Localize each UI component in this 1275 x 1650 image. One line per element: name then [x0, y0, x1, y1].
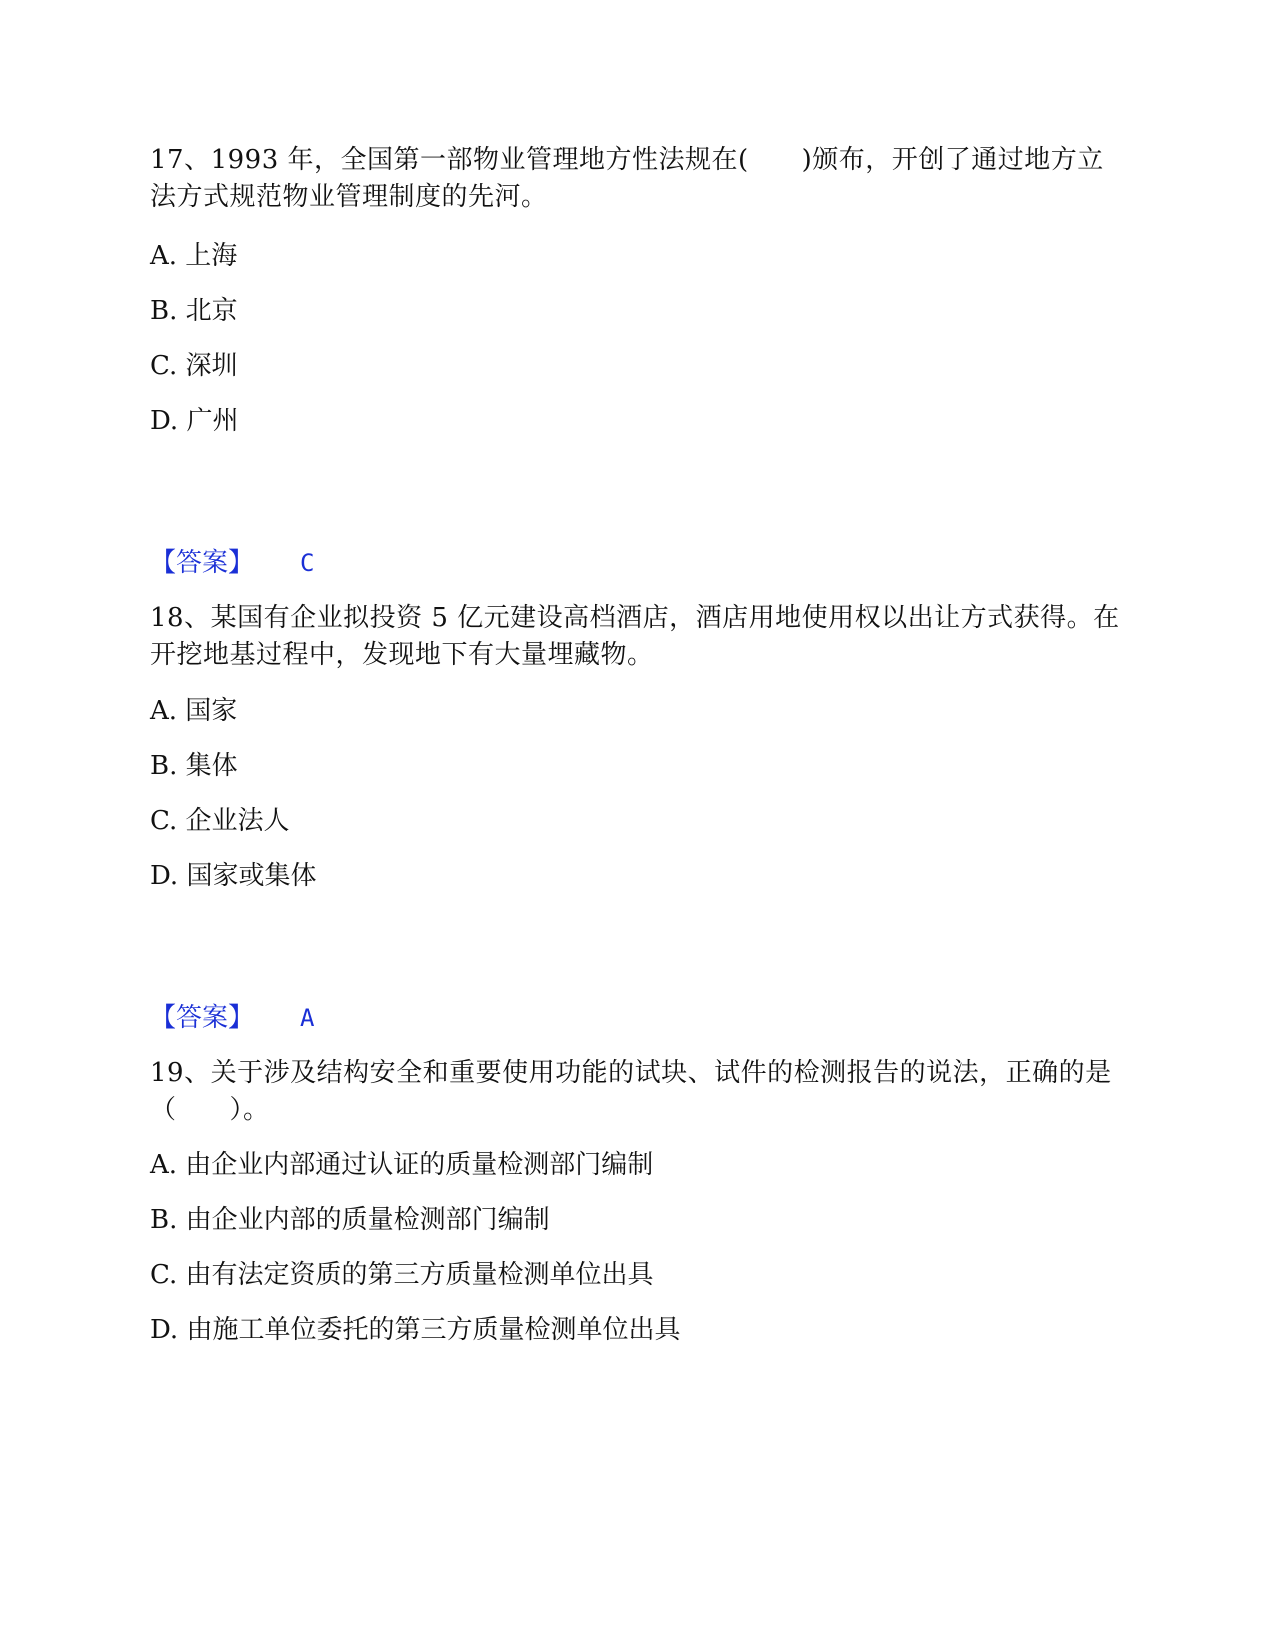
- question-17: [150, 142, 1120, 436]
- option-c: C. 深圳: [150, 351, 238, 381]
- option-b: B. 北京: [150, 296, 238, 326]
- answer-label: 【答案】: [150, 548, 255, 578]
- option-d: D. 国家或集体: [150, 861, 317, 891]
- question-stem: 17、1993 年，全国第一部物业管理地方性法规在( )颁布，开创了通过地方立法方式规范物业管理制度的先河。: [150, 145, 1104, 212]
- question-19: [150, 1055, 1120, 1345]
- option-d: D. 由施工单位委托的第三方质量检测单位出具: [150, 1315, 681, 1345]
- option-c: C. 由有法定资质的第三方质量检测单位出具: [150, 1260, 654, 1290]
- answer-value: A: [300, 1004, 315, 1032]
- option-b: B. 由企业内部的质量检测部门编制: [150, 1205, 550, 1235]
- answer-value: C: [300, 549, 315, 577]
- question-stem: 19、关于涉及结构安全和重要使用功能的试块、试件的检测报告的说法，正确的是（ ）。: [150, 1058, 1112, 1125]
- option-a: A. 由企业内部通过认证的质量检测部门编制: [150, 1150, 654, 1180]
- answer-label: 【答案】: [150, 1003, 255, 1033]
- answer-17: [150, 548, 314, 578]
- question-18: [150, 600, 1120, 891]
- option-b: B. 集体: [150, 751, 238, 781]
- question-stem: 18、某国有企业拟投资 5 亿元建设高档酒店，酒店用地使用权以出让方式获得。在开挖地基过程中，发现地下有大量埋藏物。: [150, 603, 1120, 670]
- option-d: D. 广州: [150, 406, 239, 436]
- option-a: A. 上海: [150, 241, 238, 271]
- option-c: C. 企业法人: [150, 806, 290, 836]
- answer-18: [150, 1003, 314, 1033]
- option-a: A. 国家: [150, 696, 238, 726]
